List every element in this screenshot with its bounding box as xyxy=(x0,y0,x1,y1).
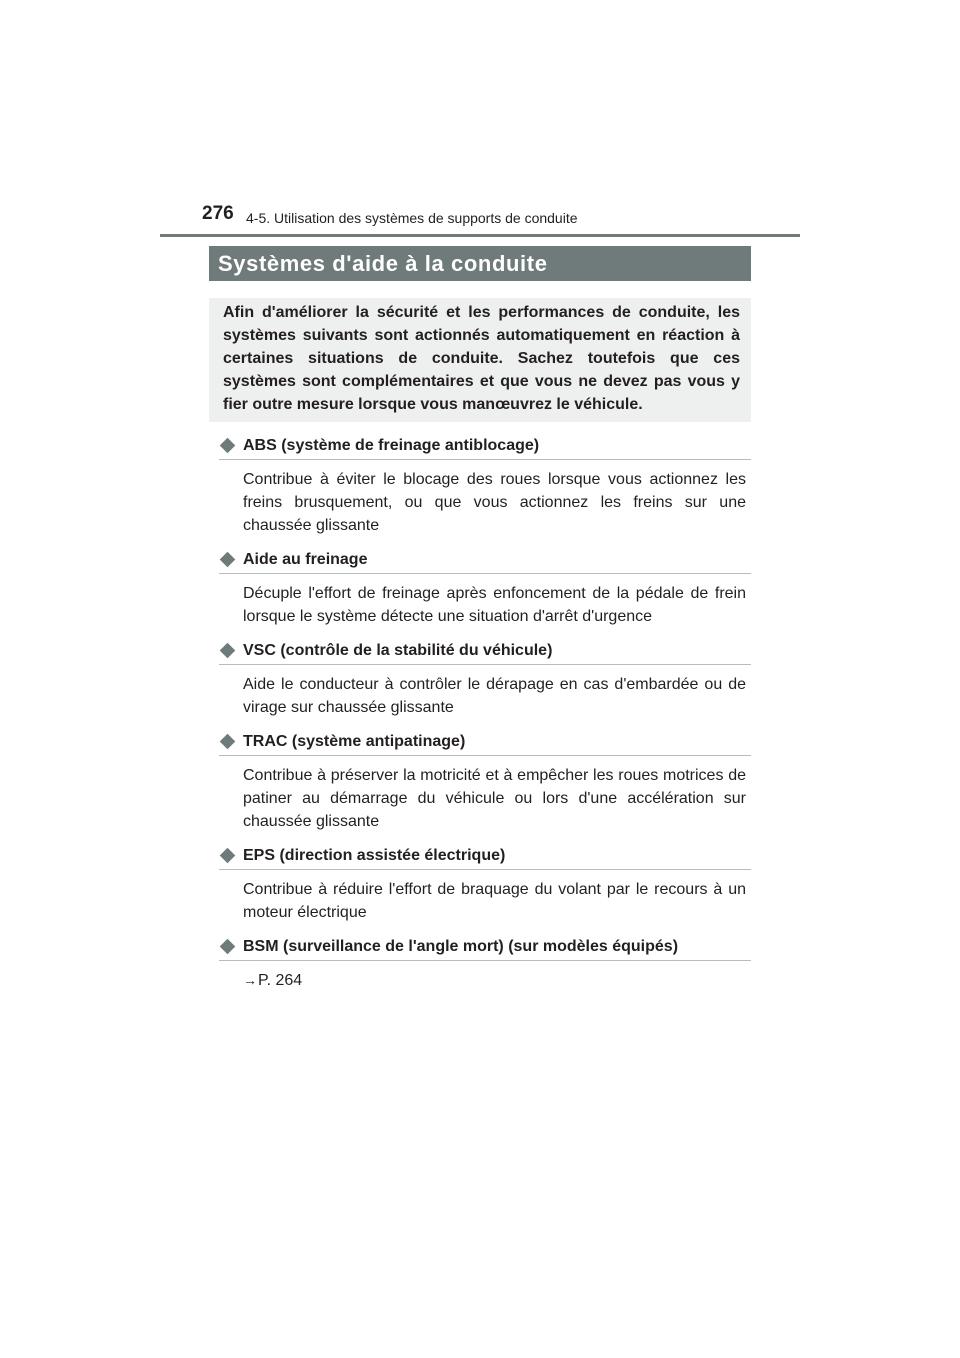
diamond-bullet-icon xyxy=(220,939,236,955)
diamond-bullet-icon xyxy=(220,734,236,750)
diamond-bullet-icon xyxy=(220,643,236,659)
page-reference-text: P. 264 xyxy=(258,972,303,989)
feature-title: EPS (direction assistée électrique) xyxy=(243,846,506,864)
feature-abs xyxy=(219,432,751,537)
feature-heading xyxy=(219,546,751,574)
feature-description: Décuple l'effort de freinage après enfoncement de la pédale de frein lorsque le système détecte une situation d'arrêt d'urgence xyxy=(243,585,746,625)
page-title: Systèmes d'aide à la conduite xyxy=(209,246,751,281)
feature-list xyxy=(219,432,751,1001)
feature-bsm xyxy=(219,933,751,992)
feature-eps xyxy=(219,842,751,924)
feature-brake-assist xyxy=(219,546,751,628)
feature-vsc xyxy=(219,637,751,719)
page-header xyxy=(160,202,800,237)
feature-title: Aide au freinage xyxy=(243,550,368,568)
feature-heading xyxy=(219,933,751,961)
diamond-bullet-icon xyxy=(220,848,236,864)
feature-title: ABS (système de freinage antiblocage) xyxy=(243,436,540,454)
feature-title: TRAC (système antipatinage) xyxy=(243,732,466,750)
feature-heading xyxy=(219,432,751,460)
page-number: 276 xyxy=(202,203,234,224)
feature-description: Aide le conducteur à contrôler le dérapage en cas d'embardée ou de virage sur chaussée glissante xyxy=(243,676,746,716)
diamond-bullet-icon xyxy=(220,438,236,454)
feature-description: Contribue à préserver la motricité et à empêcher les roues motrices de patiner au démarrage du véhicule ou lors d'une accélération sur chaussée glissante xyxy=(243,767,746,830)
feature-description: Contribue à réduire l'effort de braquage du volant par le recours à un moteur électrique xyxy=(243,881,746,921)
intro-box: Afin d'améliorer la sécurité et les performances de conduite, les systèmes suivants sont actionnés automatiquement en réaction à certaines situations de conduite. Sachez toutefois que ces systèmes sont complémentaires et que vous ne devez pas vous y fier outre mesure lorsque vous manœuvrez le véhicule. xyxy=(209,298,751,422)
feature-heading xyxy=(219,637,751,665)
feature-trac xyxy=(219,728,751,833)
feature-heading xyxy=(219,728,751,756)
feature-heading xyxy=(219,842,751,870)
feature-title: BSM (surveillance de l'angle mort) (sur modèles équipés) xyxy=(243,937,679,955)
arrow-right-icon: → xyxy=(243,972,257,988)
section-label: 4-5. Utilisation des systèmes de supports de conduite xyxy=(246,210,578,226)
diamond-bullet-icon xyxy=(220,552,236,568)
feature-title: VSC (contrôle de la stabilité du véhicule) xyxy=(243,641,553,659)
page-reference-link[interactable] xyxy=(243,969,746,992)
feature-description: Contribue à éviter le blocage des roues lorsque vous actionnez les freins brusquement, ou que vous actionnez les freins sur une chaussée glissante xyxy=(243,471,746,534)
